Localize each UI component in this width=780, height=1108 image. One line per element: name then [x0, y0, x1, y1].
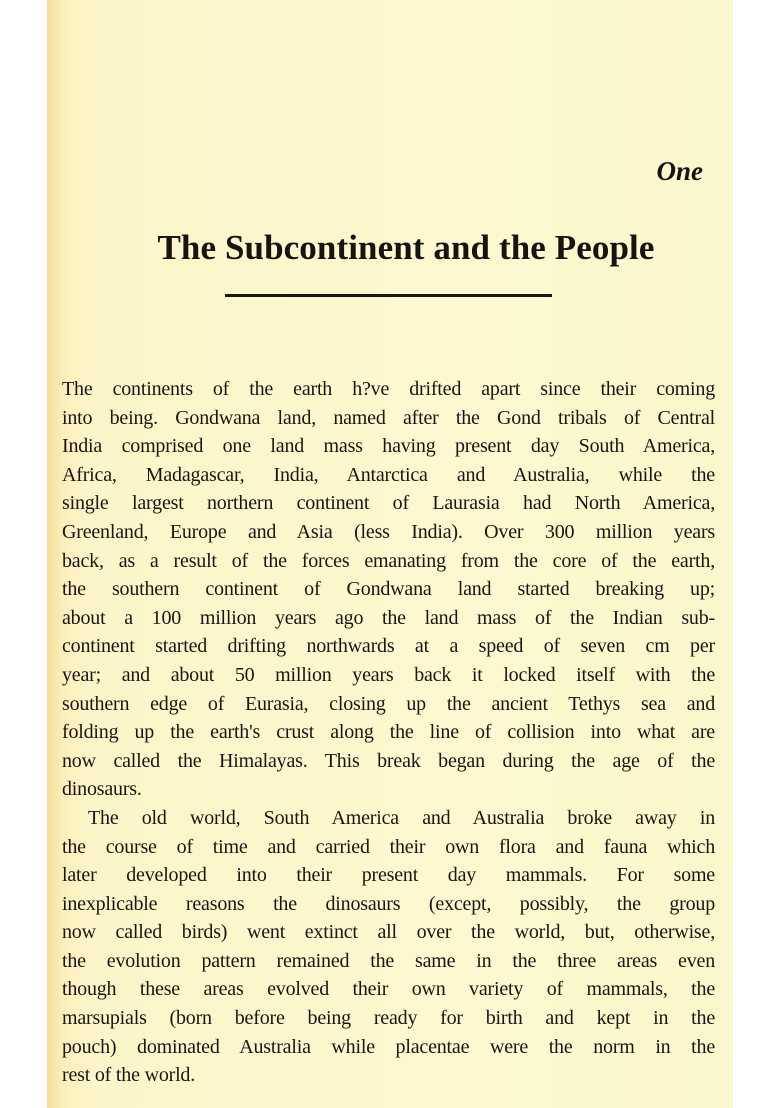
text-line: India comprised one land mass having present day South America,: [62, 435, 715, 458]
text-line: the southern continent of Gondwana land started breaking up;: [62, 578, 715, 601]
text-line: continent started drifting northwards at a speed of seven cm per: [62, 635, 715, 658]
text-line: marsupials (born before being ready for birth and kept in the: [62, 1007, 715, 1030]
text-line: Greenland, Europe and Asia (less India). Over 300 million years: [62, 520, 715, 543]
chapter-number: One: [656, 156, 703, 186]
text-line: the evolution pattern remained the same in the three areas even: [62, 949, 715, 972]
text-line: the course of time and carried their own flora and fauna which: [62, 835, 715, 858]
chapter-title-text: The Subcontinent and the People: [157, 228, 655, 267]
text-line: dinosaurs.: [62, 778, 142, 801]
text-line: southern edge of Eurasia, closing up the ancient Tethys sea and: [62, 692, 715, 715]
body-text: [62, 375, 715, 1090]
text-line: though these areas evolved their own variety of mammals, the: [62, 978, 715, 1001]
text-line: single largest northern continent of Laurasia had North America,: [62, 492, 715, 515]
text-line: year; and about 50 million years back it locked itself with the: [62, 663, 715, 686]
text-line: now called the Himalayas. This break began during the age of the: [62, 749, 715, 772]
text-line: rest of the world.: [62, 1064, 196, 1087]
text-line: inexplicable reasons the dinosaurs (except, possibly, the group: [62, 892, 715, 915]
text-line: pouch) dominated Australia while placentae were the norm in the: [62, 1035, 715, 1058]
text-line: The continents of the earth h?ve drifted apart since their coming: [62, 378, 715, 400]
text-line: folding up the earth's crust along the line of collision into what are: [62, 721, 715, 744]
text-line: back, as a result of the forces emanating from the core of the earth,: [62, 549, 715, 572]
text-line: The old world, South America and Australia broke away in: [88, 806, 715, 829]
text-line: now called birds) went extinct all over the world, but, otherwise,: [62, 921, 715, 944]
book-page: [47, 0, 733, 1108]
text-line: into being. Gondwana land, named after the Gond tribals of Central: [62, 406, 715, 429]
text-line: later developed into their present day mammals. For some: [62, 864, 715, 887]
text-line: Africa, Madagascar, India, Antarctica and Australia, while the: [62, 463, 715, 486]
text-line: about a 100 million years ago the land mass of the Indian sub-: [62, 606, 715, 629]
chapter-title: [47, 228, 733, 268]
title-divider: [225, 294, 552, 297]
